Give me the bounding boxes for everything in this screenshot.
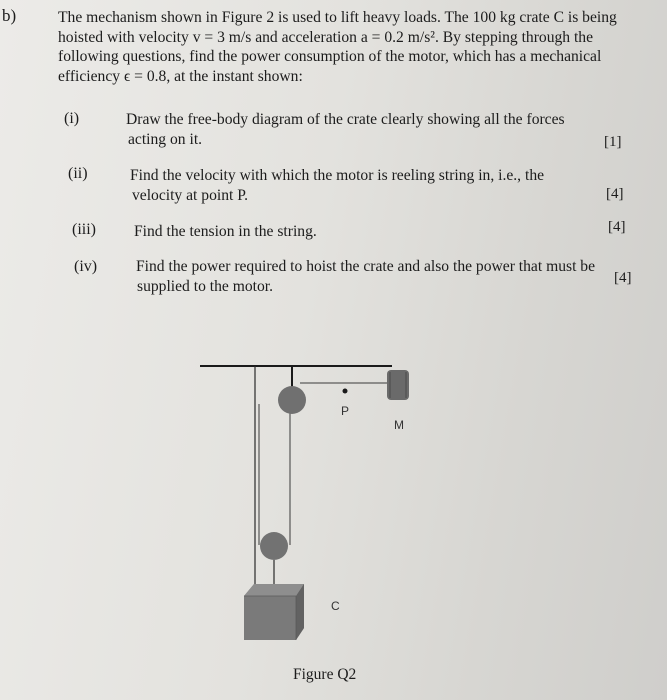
point-p-dot (343, 389, 348, 394)
question-text-line: velocity at point P. (132, 187, 249, 204)
question-text-line: acting on it. (128, 131, 203, 148)
question-number: (iv) (74, 258, 98, 275)
question-text-line: supplied to the motor. (137, 278, 274, 295)
question-text-line: Draw the free-body diagram of the crate clearly showing all the forces (126, 111, 565, 128)
label-m: M (394, 418, 404, 432)
fixed-pulley (278, 386, 306, 414)
moving-pulley (260, 532, 288, 560)
part-label: b) (2, 6, 17, 25)
question-marks: [4] (608, 219, 626, 235)
question-text-line: Find the power required to hoist the crate and also the power that must be (136, 258, 596, 275)
question-marks: [4] (606, 186, 624, 202)
question-number: (iii) (72, 221, 96, 238)
question-text-line: Find the tension in the string. (134, 223, 317, 240)
figure-caption: Figure Q2 (293, 666, 357, 683)
problem-intro: The mechanism shown in Figure 2 is used to lift heavy loads. The 100 kg crate C is being hoisted with velocity v = 3 m/s and acceleration a = 0.2 m/s². By stepping through the following questions, find the power consumption of the motor, which has a mechanical efficiency ϵ = 0.8, at the instant shown: (58, 9, 617, 85)
question-number: (i) (64, 110, 80, 127)
label-c: C (331, 599, 340, 613)
question-marks: [4] (614, 270, 632, 286)
question-text-line: Find the velocity with which the motor is reeling string in, i.e., the (130, 167, 545, 184)
question-number: (ii) (68, 165, 88, 182)
label-p: P (341, 404, 350, 418)
question-marks: [1] (604, 134, 622, 150)
